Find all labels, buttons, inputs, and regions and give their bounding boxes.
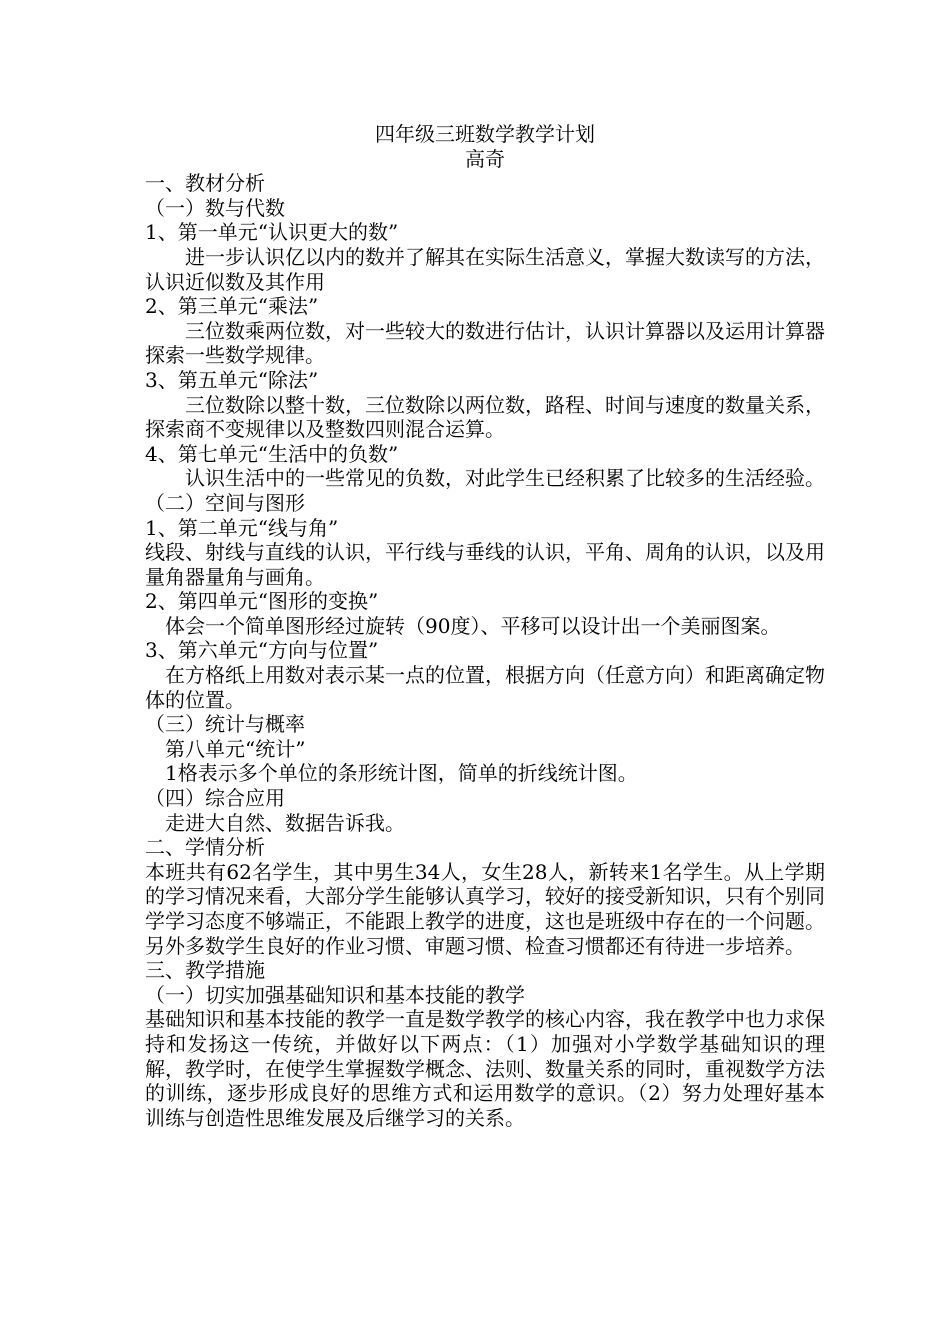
paragraph-line: 三位数乘两位数，对一些较大的数进行估计，认识计算器以及运用计算器探索一些数学规律。 — [145, 318, 825, 368]
paragraph-line: 3、第五单元“除法” — [145, 367, 319, 392]
paragraph-line: （一）切实加强基础知识和基本技能的教学 — [145, 982, 525, 1007]
paragraph-line: 三位数除以整十数，三位数除以两位数，路程、时间与速度的数量关系，探索商不变规律以及整数四则混合运算。 — [145, 392, 825, 442]
paragraph-line: 体会一个简单图形经过旋转（90度）、平移可以设计出一个美丽图案。 — [165, 613, 781, 638]
paragraph-line: 进一步认识亿以内的数并了解其在实际生活意义，掌握大数读写的方法，认识近似数及其作用 — [145, 244, 825, 294]
paragraph-line: 2、第四单元“图形的变换” — [145, 589, 379, 614]
paragraph-line: 线段、射线与直线的认识，平行线与垂线的认识，平角、周角的认识，以及用量角器量角与画角。 — [145, 540, 825, 589]
paragraph-line: （三）统计与概率 — [145, 712, 305, 737]
paragraph-line: 4、第七单元“生活中的负数” — [145, 441, 399, 466]
paragraph-line: 第八单元“统计” — [165, 736, 306, 761]
paragraph-line: 在方格纸上用数对表示某一点的位置，根据方向（任意方向）和距离确定物体的位置。 — [145, 663, 825, 712]
paragraph-line: 基础知识和基本技能的教学一直是数学教学的核心内容，我在教学中也力求保持和发扬这一传统，并做好以下两点：（1）加强对小学数学基础知识的理解，教学时，在使学生掌握数学概念、法则、数量关系的同时，重视数学方法的训练，逐步形成良好的思维方式和运用数学的意识。（2）努力处理好基本训练与创造性思维发展及后继学习的关系。 — [145, 1007, 825, 1130]
document-page — [145, 122, 825, 1130]
paragraph-line: 一、教材分析 — [145, 171, 265, 196]
paragraph-line: 3、第六单元“方向与位置” — [145, 638, 379, 663]
paragraph-line: 1、第一单元“认识更大的数” — [145, 220, 399, 245]
paragraph-line: （二）空间与图形 — [145, 490, 305, 515]
paragraph-line: 三、教学措施 — [145, 958, 265, 983]
paragraph-line: 1、第二单元“线与角” — [145, 515, 339, 540]
paragraph-line: 1格表示多个单位的条形统计图，简单的折线统计图。 — [165, 761, 638, 786]
paragraph-line: 2、第三单元“乘法” — [145, 294, 319, 319]
paragraph-line: 认识生活中的一些常见的负数，对此学生已经积累了比较多的生活经验。 — [185, 466, 825, 491]
paragraph-line: 走进大自然、数据告诉我。 — [165, 810, 405, 835]
paragraph-line: 二、学情分析 — [145, 835, 265, 860]
paragraph-line: （四）综合应用 — [145, 786, 285, 811]
document-author: 高奇 — [465, 146, 505, 171]
document-body — [145, 171, 825, 1130]
paragraph-line: （一）数与代数 — [145, 195, 285, 220]
paragraph-line: 本班共有62名学生，其中男生34人，女生28人，新转来1名学生。从上学期的学习情况来看，大部分学生能够认真学习，较好的接受新知识，只有个别同学学习态度不够端正，不能跟上教学的进度，这也是班级中存在的一个问题。另外多数学生良好的作业习惯、审题习惯、检查习惯都还有待进一步培养。 — [145, 859, 825, 958]
document-title: 四年级三班数学教学计划 — [375, 122, 595, 146]
